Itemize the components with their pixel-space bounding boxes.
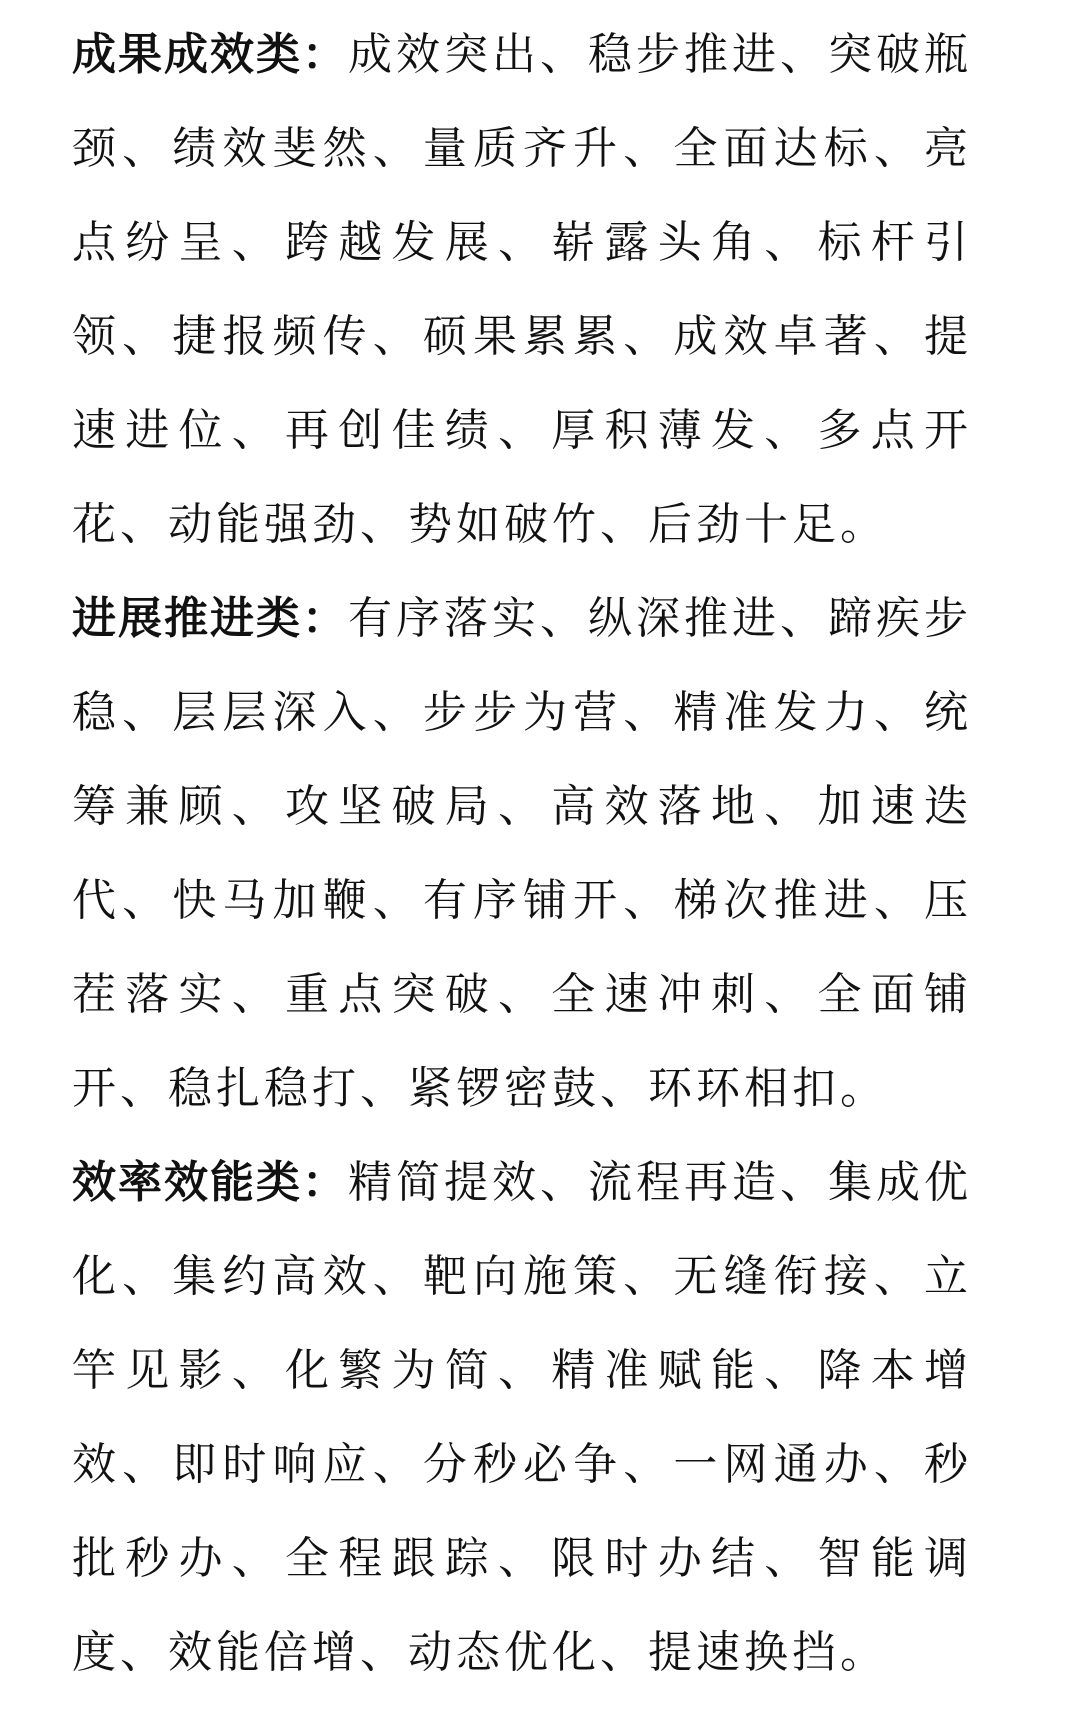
section-results	[72, 8, 972, 572]
document-body	[72, 8, 972, 1700]
section-heading: 效率效能类：	[72, 1157, 348, 1208]
section-heading: 进展推进类：	[72, 593, 348, 644]
section-terms: 有序落实、纵深推进、蹄疾步稳、层层深入、步步为营、精准发力、统筹兼顾、攻坚破局、高效落地、加速迭代、快马加鞭、有序铺开、梯次推进、压茬落实、重点突破、全速冲刺、全面铺开、稳扎稳打、紧锣密鼓、环环相扣。	[72, 593, 972, 1114]
section-progress	[72, 572, 972, 1136]
section-heading: 成果成效类：	[72, 29, 348, 80]
section-efficiency	[72, 1136, 972, 1700]
section-terms: 精简提效、流程再造、集成优化、集约高效、靶向施策、无缝衔接、立竿见影、化繁为简、精准赋能、降本增效、即时响应、分秒必争、一网通办、秒批秒办、全程跟踪、限时办结、智能调度、效能倍增、动态优化、提速换挡。	[72, 1157, 972, 1678]
section-terms: 成效突出、稳步推进、突破瓶颈、绩效斐然、量质齐升、全面达标、亮点纷呈、跨越发展、崭露头角、标杆引领、捷报频传、硕果累累、成效卓著、提速进位、再创佳绩、厚积薄发、多点开花、动能强劲、势如破竹、后劲十足。	[72, 29, 972, 550]
